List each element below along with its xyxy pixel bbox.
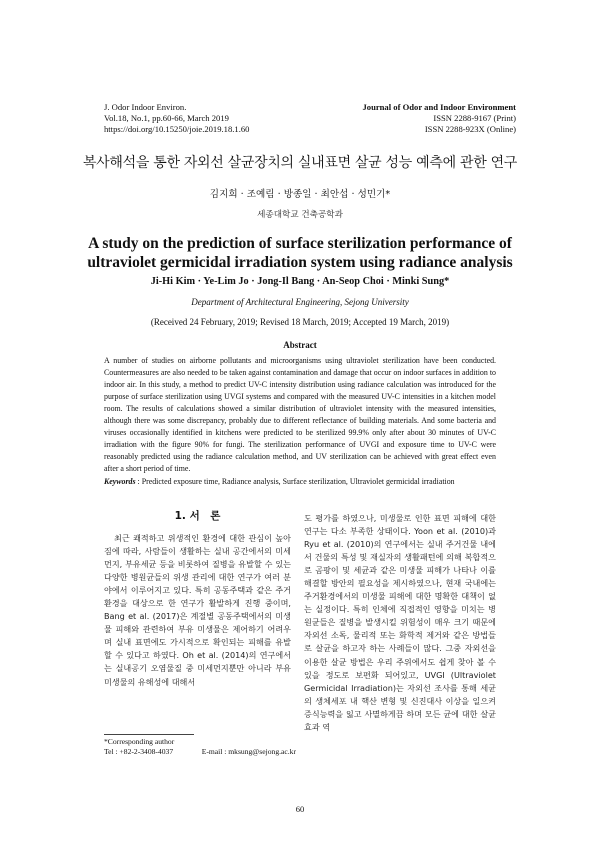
korean-authors: 김지희 · 조예림 · 방종일 · 최안섭 · 성민기* — [209, 189, 391, 200]
issn-online: ISSN 2288-923X (Online) — [424, 124, 516, 134]
journal-abbrev: J. Odor Indoor Environ. — [104, 102, 187, 112]
journal-citation-header — [104, 102, 249, 135]
english-title: A study on the prediction of surface sterilization performance of ultraviolet germicidal irradiation system using radiance analysis — [87, 235, 513, 271]
korean-title: 복사해석을 통한 자외선 살균장치의 실내표면 살균 성능 예측에 관한 연구 — [82, 155, 518, 171]
english-authors: Ji-Hi Kim · Ye-Lim Jo · Jong-Il Bang · An-Seop Choi · Minki Sung* — [150, 276, 450, 287]
english-affiliation: Department of Architectural Engineering, Sejong University — [191, 297, 409, 307]
issn-print: ISSN 2288-9167 (Print) — [433, 113, 516, 123]
abstract-text: A number of studies on airborne pollutants and microorganisms using ultraviolet sterilization have been conducted. Countermeasures are also needed to be taken against contamination and damage that occur on indoor surfaces in addition to indoor air. In this study, a method to predict UV-C intensity distribution using radiance calculation was introduced for the purpose of surface sterilization using UVGI systems and compared with the measured UV-C intensities in a kitchen model room. The results of calculations showed a similar distribution of ultraviolet intensity with the measured intensities, although there was some discrepancy, probably due to different reflectance of building materials. And some bacteria and viruses occasionally identified in kitchens were predicted to be sterilized 99.9% only after about 30 minutes of UV-C irradiation with the figure 90% for fungi. The sterilization performance of UVGI and exposure time to UV-C were reasonably predicted using the radiance calculation method, and UV sterilization can be achieved with great effect even after a short period of time. — [104, 356, 496, 473]
footnote-divider — [104, 734, 194, 735]
journal-name: Journal of Odor and Indoor Environment — [362, 102, 516, 112]
body-column-left: 최근 쾌적하고 위생적인 환경에 대한 관심이 높아짐에 따라, 사람들이 생활하는 실내 공간에서의 미세먼지, 부유세균 등을 비롯하여 질병을 유발할 수 있는 다양한 병원균들의 위생 관리에 대한 연구가 여러 분야에서 이루어지고 있다. 특히 공동주택과 같은 주거환경을 대상으로 한 연구가 활발하게 진행 중이며, Bang et al. (2017)은 계절별 공동주택에서의 미생물 피해와 관련하여 부유 미생물은 제어하기 어려우며 실내 표면에도 가시적으로 확인되는 피해를 유발할 수 있다고 하였다. Oh et al. (2014)의 연구에서는 실내공기 오염물질 중 미세먼지뿐만 아니라 부유 미생물의 유해성에 대해서 — [104, 533, 291, 687]
page-number: 60 — [295, 804, 305, 814]
keywords-label: Keywords — [104, 477, 136, 486]
keywords-list: : Predicted exposure time, Radiance analysis, Surface sterilization, Ultraviolet germicidal irradiation — [135, 477, 455, 486]
section-heading-introduction: 1. 서 론 — [174, 510, 221, 522]
submission-dates: (Received 24 February, 2019; Revised 18 March, 2019; Accepted 19 March, 2019) — [150, 317, 450, 327]
korean-affiliation: 세종대학교 건축공학과 — [257, 210, 343, 220]
keywords — [104, 476, 504, 488]
author-phone: Tel : +82-2-3408-4037 — [104, 747, 174, 756]
corresponding-author-note: *Corresponding author — [104, 737, 175, 746]
author-email[interactable]: E-mail : mksung@sejong.ac.kr — [201, 747, 296, 756]
doi-link[interactable]: https://doi.org/10.15250/joie.2019.18.1.60 — [104, 124, 250, 134]
journal-issn-header — [362, 102, 516, 135]
volume-pages: Vol.18, No.1, pp.60-66, March 2019 — [104, 113, 229, 123]
body-column-right: 도 평가를 하였으나, 미생물로 인한 표면 피해에 대한 연구는 다소 부족한 상태이다. Yoon et al. (2010)과 Ryu et al. (2010)의 연구에서는 실내 주거건물 내에서 건물의 특성 및 재실자의 생활패턴에 의해 복합적으로 곰팡이 및 세균과 같은 미생물 피해가 나타나 이를 해결할 방안의 필요성을 제시하였으나, 현재 국내에는 주거환경에서의 미생물 피해에 대한 명확한 대책이 없는 실정이다. 특히 인체에 직접적인 영향을 미치는 병원균들은 질병을 발생시킬 위험성이 매우 크기 때문에 자외선 소독, 물리적 또는 화학적 제거와 같은 방법들로 살균을 하고자 하는 사례들이 많다. 그중 자외선을 이용한 살균 방법은 우리 주위에서도 쉽게 찾아 볼 수 있을 정도로 보편화 되어있고, UVGI (Ultraviolet Germicidal Irradiation)는 자외선 조사를 통해 세균의 생체세포 내 핵산 변형 및 신진대사 이상을 일으켜 증식능력을 잃고 사멸하게끔 하며 모든 균에 대한 살균 효과 역 — [304, 513, 496, 732]
abstract-heading: Abstract — [283, 340, 317, 350]
footnote — [104, 737, 296, 757]
